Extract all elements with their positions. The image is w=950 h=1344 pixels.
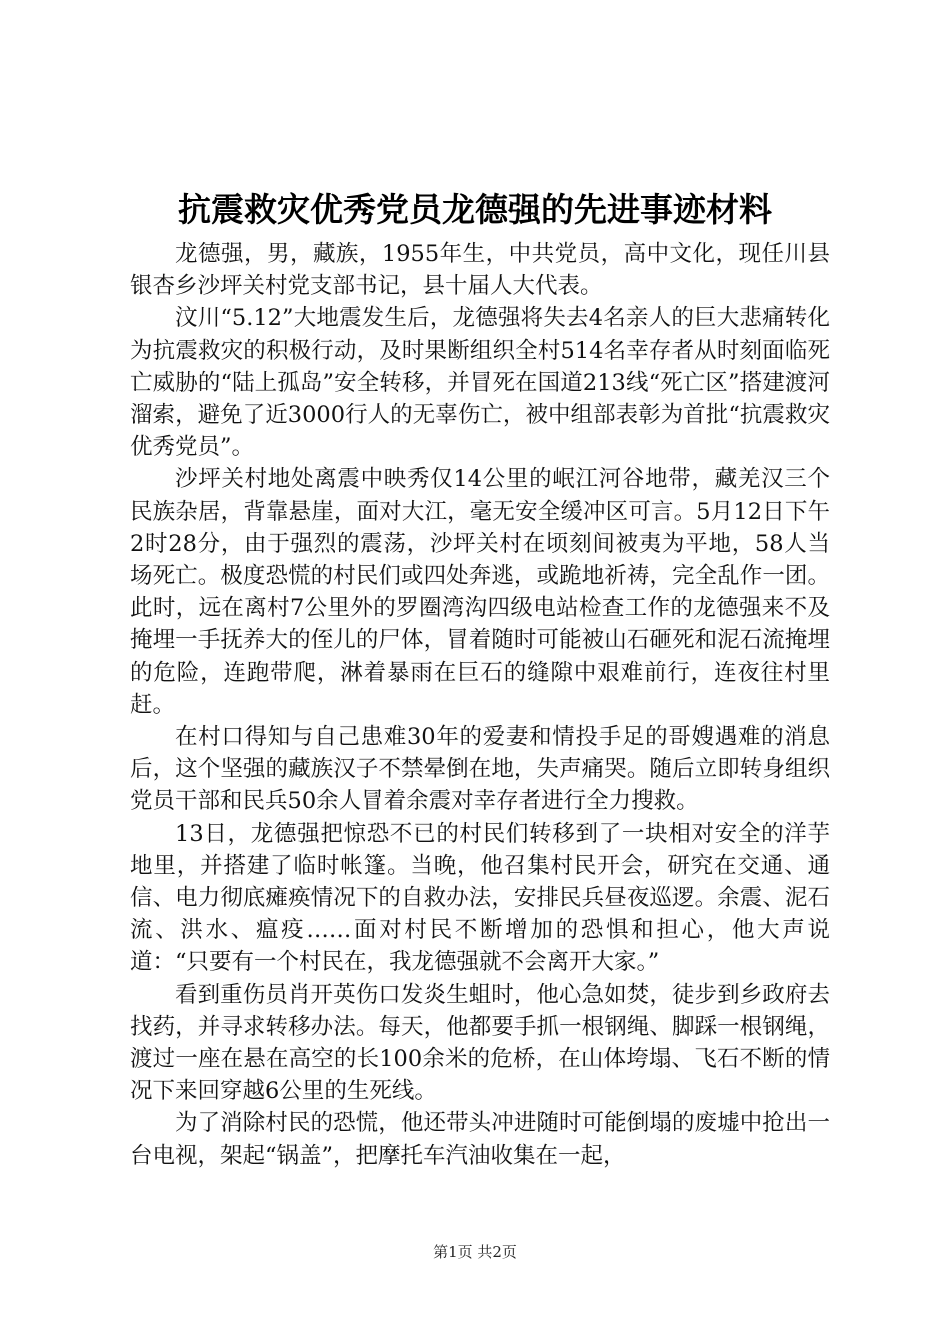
paragraph-5: 13日，龙德强把惊恐不已的村民们转移到了一块相对安全的洋芋地里，并搭建了临时帐篷。当晚，他召集村民开会，研究在交通、通信、电力彻底瘫痪情况下的自救办法，安排民兵昼夜巡逻。余震、泥石流、洪水、瘟疫……面对村民不断增加的恐惧和担心，他大声说道：“只要有一个村民在，我龙德强就不会离开大家。”	[130, 820, 830, 976]
paragraph-6: 看到重伤员肖开英伤口发炎生蛆时，他心急如焚，徒步到乡政府去找药，并寻求转移办法。每天，他都要手抓一根钢绳、脚踩一根钢绳，渡过一座在悬在高空的长100余米的危桥，在山体垮塌、飞石不断的情况下来回穿越6公里的生死线。	[130, 981, 830, 1105]
paragraph-3: 沙坪关村地处离震中映秀仅14公里的岷江河谷地带，藏羌汉三个民族杂居，背靠悬崖，面对大江，毫无安全缓冲区可言。5月12日下午2时28分，由于强烈的震荡，沙坪关村在顷刻间被夷为平地，58人当场死亡。极度恐慌的村民们或四处奔逃，或跪地祈祷，完全乱作一团。此时，远在离村7公里外的罗圈湾沟四级电站检查工作的龙德强来不及掩埋一手抚养大的侄儿的尸体，冒着随时可能被山石砸死和泥石流掩埋的危险，连跑带爬，淋着暴雨在巨石的缝隙中艰难前行，连夜往村里赶。	[130, 466, 830, 718]
page-indicator: 第1页 共2页	[433, 1243, 517, 1261]
paragraph-4: 在村口得知与自己患难30年的爱妻和情投手足的哥嫂遇难的消息后，这个坚强的藏族汉子不禁晕倒在地，失声痛哭。随后立即转身组织党员干部和民兵50余人冒着余震对幸存者进行全力搜救。	[130, 724, 830, 815]
document-body	[130, 238, 830, 1172]
paragraph-7: 为了消除村民的恐慌，他还带头冲进随时可能倒塌的废墟中抢出一台电视，架起“锅盖”，把摩托车汽油收集在一起，	[130, 1110, 830, 1169]
document-title: 抗震救灾优秀党员龙德强的先进事迹材料	[178, 190, 772, 229]
paragraph-2: 汶川“5.12”大地震发生后，龙德强将失去4名亲人的巨大悲痛转化为抗震救灾的积极行动，及时果断组织全村514名幸存者从时刻面临死亡威胁的“陆上孤岛”安全转移，并冒死在国道213线“死亡区”搭建渡河溜索，避免了近3000行人的无辜伤亡，被中组部表彰为首批“抗震救灾优秀党员”。	[130, 305, 830, 461]
page-footer	[0, 1242, 950, 1262]
paragraph-1: 龙德强，男，藏族，1955年生，中共党员，高中文化，现任川县银杏乡沙坪关村党支部书记，县十届人大代表。	[130, 241, 830, 300]
